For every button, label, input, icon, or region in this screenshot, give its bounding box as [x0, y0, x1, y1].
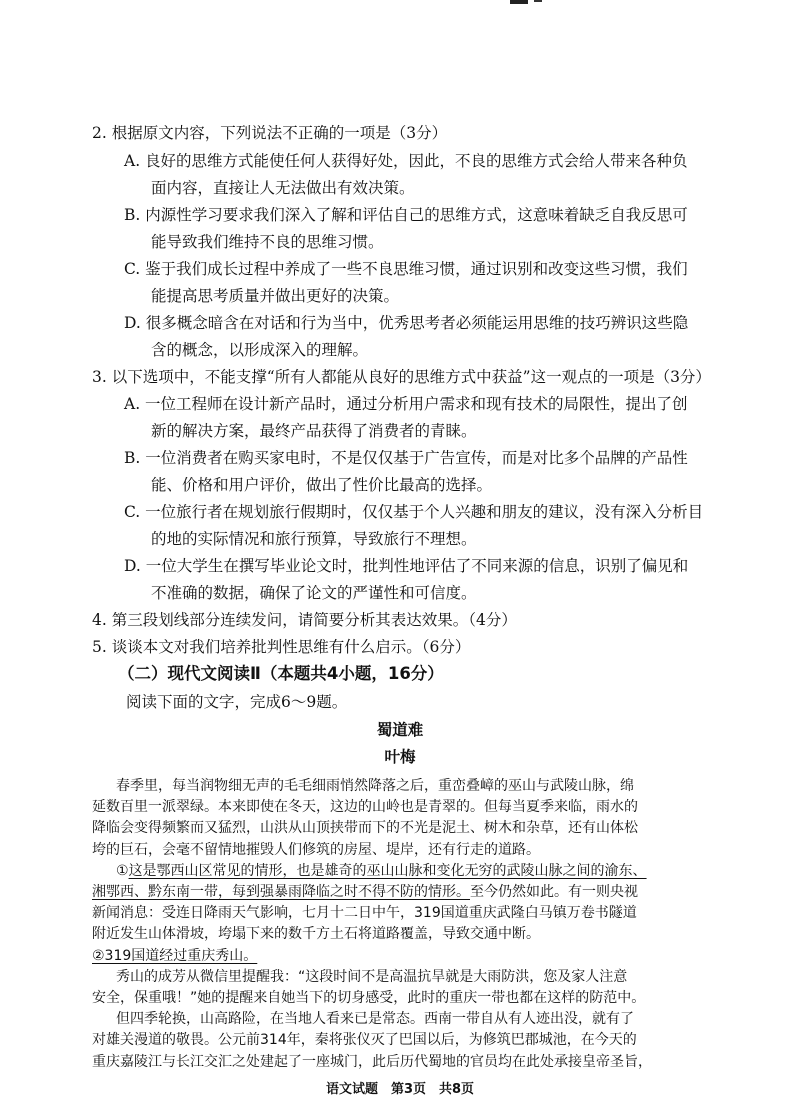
question-5: 5. 谈谈本文对我们培养批判性思维有什么启示。（6分） [92, 638, 471, 656]
page-footer: 语文试题 第3页 共8页 [325, 1082, 475, 1097]
article-p4-line1: 秀山的成芳从微信里提醒我：“这段时间不是高温抗旱就是大雨防洪，您及家人注意 [116, 968, 628, 985]
q2-option-a-cont: 面内容，直接让人无法做出有效决策。 [151, 179, 415, 197]
q3-option-d: D. 一位大学生在撰写毕业论文时，批判性地评估了不同来源的信息，识别了偏见和 [124, 557, 689, 575]
article-title: 蜀道难 [376, 721, 424, 739]
section-instruction: 阅读下面的文字，完成6～9题。 [126, 693, 348, 711]
scan-mark [510, 0, 780, 6]
q3-option-b: B. 一位消费者在购买家电时，不是仅仅基于广告宣传，而是对比多个品牌的产品性 [124, 449, 688, 467]
q3-option-a-cont: 新的解决方案，最终产品获得了消费者的青睐。 [151, 422, 477, 440]
article-p4-line2: 安全，保重哦！”她的提醒来自她当下的切身感受，此时的重庆一带也都在这样的防范中。 [92, 990, 646, 1006]
q3-option-c: C. 一位旅行者在规划旅行假期时，仅仅基于个人兴趣和朋友的建议，没有深入分析目 [124, 503, 704, 521]
underlined-passage-1-end: 湘鄂西、黔东南一带，每到强暴雨降临之时不得不防的情形。 [92, 884, 470, 900]
article-p2-line3: 新闻消息：受连日降雨天气影响，七月十二日中午，319国道重庆武隆白马镇万卷书隧道 [92, 905, 637, 922]
article-p2-line2 [92, 882, 638, 902]
article-p2-line4: 附近发生山体滑坡，垮塌下来的数千方土石将道路覆盖，导致交通中断。 [92, 926, 540, 943]
q3-option-c-cont: 的地的实际情况和旅行预算，导致旅行不理想。 [151, 530, 477, 548]
underlined-passage-1: 这是鄂西山区常见的情形，也是雄奇的巫山山脉和变化无穷的武陵山脉之间的渝东、 [128, 862, 647, 879]
q2-option-d-cont: 含的概念，以形成深入的理解。 [151, 341, 369, 359]
q2-option-a: A. 良好的思维方式能使任何人获得好处，因此，不良的思维方式会给人带来各种负 [124, 152, 688, 170]
question-3-stem: 3. 以下选项中，不能支撑“所有人都能从良好的思维方式中获益”这一观点的一项是（3分） [92, 368, 711, 386]
article-author: 叶梅 [384, 748, 416, 766]
q2-option-c-cont: 能提高思考质量并做出更好的决策。 [151, 287, 400, 305]
article-p1-line1: 春季里，每当润物细无声的毛毛细雨悄然降落之后，重峦叠嶂的巫山与武陵山脉，绵 [116, 778, 634, 794]
article-p1-line3: 降临会变得频繁而又猛烈，山洪从山顶挟带而下的不光是泥土、树木和杂草，还有山体松 [92, 820, 638, 837]
article-p5-line1: 但四季轮换，山高路险，在当地人看来已是常态。西南一带自从有人迹出没，就有了 [116, 1011, 634, 1028]
article-p5-line2: 对雄关漫道的敬畏。公元前314年，秦将张仪灭了巴国以后，为修筑巴郡城池，在今天的 [92, 1032, 637, 1049]
article-p2-line2-rest: 至今仍然如此。有一则央视 [470, 884, 638, 900]
q2-option-b-cont: 能导致我们维持不良的思维习惯。 [151, 233, 384, 251]
article-p2-line1 [116, 861, 647, 881]
article-p5-line3: 重庆嘉陵江与长江交汇之处建起了一座城门，此后历代蜀地的官员均在此处承接皇帝圣旨， [92, 1053, 652, 1070]
article-p1-line4: 垮的巨石，会毫不留情地摧毁人们修筑的房屋、堤岸，还有行走的道路。 [92, 841, 540, 858]
circled-number-1: ① [116, 862, 129, 879]
question-2-stem: 2. 根据原文内容，下列说法不正确的一项是（3分） [92, 124, 448, 142]
question-4: 4. 第三段划线部分连续发问，请简要分析其表达效果。（4分） [92, 611, 517, 629]
article-p3-line1: ②319国道经过重庆秀山。 [92, 947, 258, 964]
q3-option-b-cont: 能、价格和用户评价，做出了性价比最高的选择。 [151, 476, 493, 494]
q2-option-d: D. 很多概念暗含在对话和行为当中，优秀思考者必须能运用思维的技巧辨识这些隐 [124, 314, 689, 332]
q2-option-c: C. 鉴于我们成长过程中养成了一些不良思维习惯，通过识别和改变这些习惯，我们 [124, 260, 688, 278]
q3-option-a: A. 一位工程师在设计新产品时，通过分析用户需求和现有技术的局限性，提出了创 [124, 395, 688, 413]
article-p1-line2: 延数百里一派翠绿。本来即使在冬天，这边的山岭也是青翠的。但每当夏季来临，雨水的 [92, 799, 638, 816]
q2-option-b: B. 内源性学习要求我们深入了解和评估自己的思维方式，这意味着缺乏自我反思可 [124, 206, 688, 224]
q3-option-d-cont: 不准确的数据，确保了论文的严谨性和可信度。 [151, 584, 477, 602]
section-heading: （二）现代文阅读Ⅱ（本题共4小题，16分） [118, 664, 444, 683]
